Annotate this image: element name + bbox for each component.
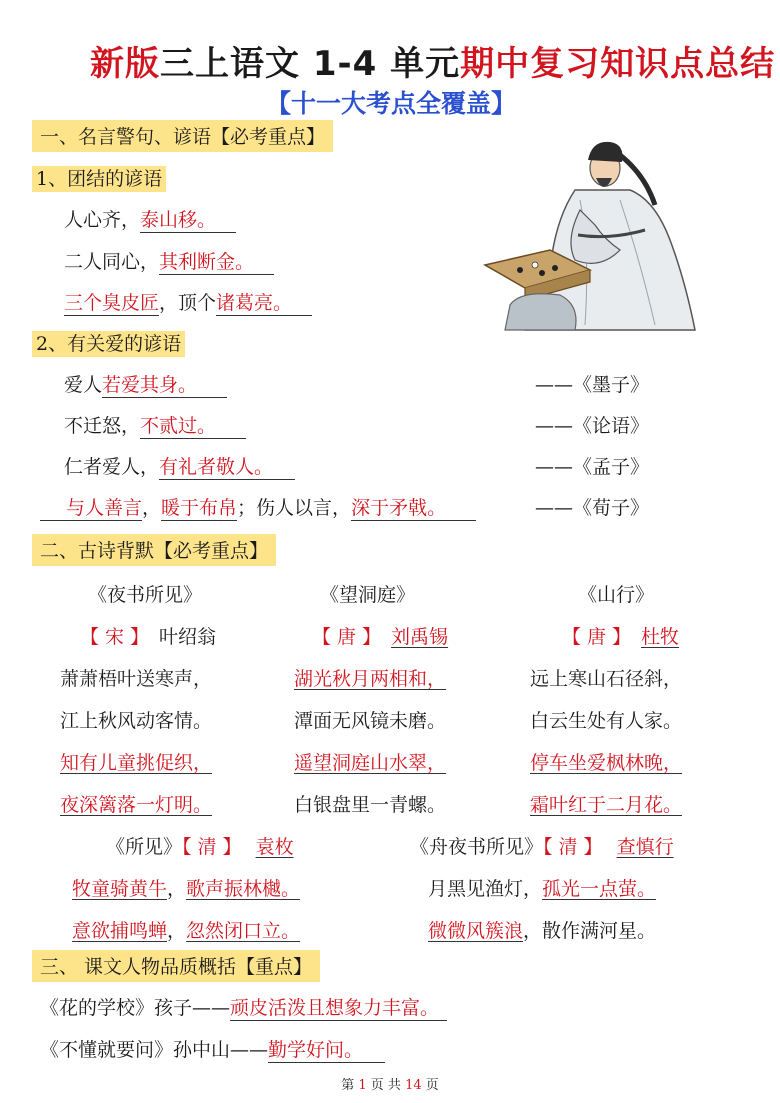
poem-line: 停车坐爱枫林晚， (530, 752, 683, 774)
proverb-line: 爱人若爱其身。 (64, 370, 227, 397)
quote-source: ——《孟子》 (535, 456, 650, 478)
poem-line: 月黑见渔灯，孤光一点萤。 (428, 878, 657, 900)
poem-line: 萧萧梧叶送寒声， (60, 668, 213, 690)
poem-line: 湖光秋月两相和， (294, 668, 447, 690)
proverb-line: 人心齐，泰山移。 (64, 205, 236, 232)
poem-title-author: 《所见》【 清 】 袁枚 (106, 836, 294, 858)
quote-source: ——《论语》 (535, 415, 650, 437)
poem-title: 《夜书所见》 (88, 584, 203, 606)
poem-title-author: 《舟夜书所见》【 清 】 查慎行 (410, 836, 674, 858)
page-footer: 第 1 页 共 14 页 (341, 1078, 439, 1093)
poem-line: 白银盘里一青螺。 (294, 794, 447, 816)
poem-line: 牧童骑黄牛，歌声振林樾。 (72, 878, 301, 900)
character-trait-line: 《花的学校》孩子——顽皮活泼且想象力丰富。 (40, 993, 447, 1020)
poem-line: 知有儿童挑促织， (60, 752, 213, 774)
poem-title: 《望洞庭》 (320, 584, 416, 606)
character-trait-line: 《不懂就要问》孙中山——勤学好问。 (40, 1035, 385, 1062)
poem-author: 【 宋 】 叶绍翁 (80, 626, 217, 648)
section-heading-2: 二、古诗背默【必考重点】 (32, 534, 276, 566)
proverb-line: 二人同心，其利断金。 (64, 247, 274, 274)
proverb-line: 不迁怒，不贰过。 (64, 411, 246, 438)
poem-author: 【 唐 】 杜牧 (562, 626, 680, 648)
poem-line: 意欲捕鸣蝉，忽然闭口立。 (72, 920, 301, 942)
total-pages: 14 (405, 1078, 422, 1093)
subheading-love-proverbs: 2、有关爱的谚语 (32, 329, 185, 356)
proverb-line: 三个臭皮匠，顶个诸葛亮。 (64, 288, 312, 315)
quote-source: ——《墨子》 (535, 374, 650, 396)
poem-line: 霜叶红于二月花。 (530, 794, 683, 816)
page-subtitle: 【十一大考点全覆盖】 (266, 89, 517, 118)
page-title: 新版三上语文 1-4 单元期中复习知识点总结 (90, 44, 776, 84)
poem-line: 远上寒山石径斜， (530, 668, 683, 690)
poem-line: 遥望洞庭山水翠， (294, 752, 447, 774)
section-heading-1: 一、名言警句、谚语【必考重点】 (32, 120, 333, 152)
poem-line: 江上秋风动客情。 (60, 710, 213, 732)
poem-line: 夜深篱落一灯明。 (60, 794, 213, 816)
subheading-unity-proverbs: 1、团结的谚语 (32, 164, 166, 191)
poem-line: 白云生处有人家。 (530, 710, 683, 732)
poem-line: 潭面无风镜未磨。 (294, 710, 447, 732)
poem-author: 【 唐 】 刘禹锡 (312, 626, 449, 648)
quote-source: ——《荀子》 (535, 497, 650, 519)
poem-title: 《山行》 (578, 584, 655, 606)
poem-line: 微微风簇浪，散作满河星。 (428, 920, 657, 942)
current-page-number: 1 (358, 1078, 367, 1093)
section-heading-3: 三、 课文人物品质概括【重点】 (32, 950, 320, 982)
proverb-line: 仁者爱人，有礼者敬人。 (64, 452, 295, 479)
proverb-line: 与人善言，暖于布帛；伤人以言，深于矛戟。 (40, 493, 476, 520)
scholar-illustration (480, 130, 705, 340)
